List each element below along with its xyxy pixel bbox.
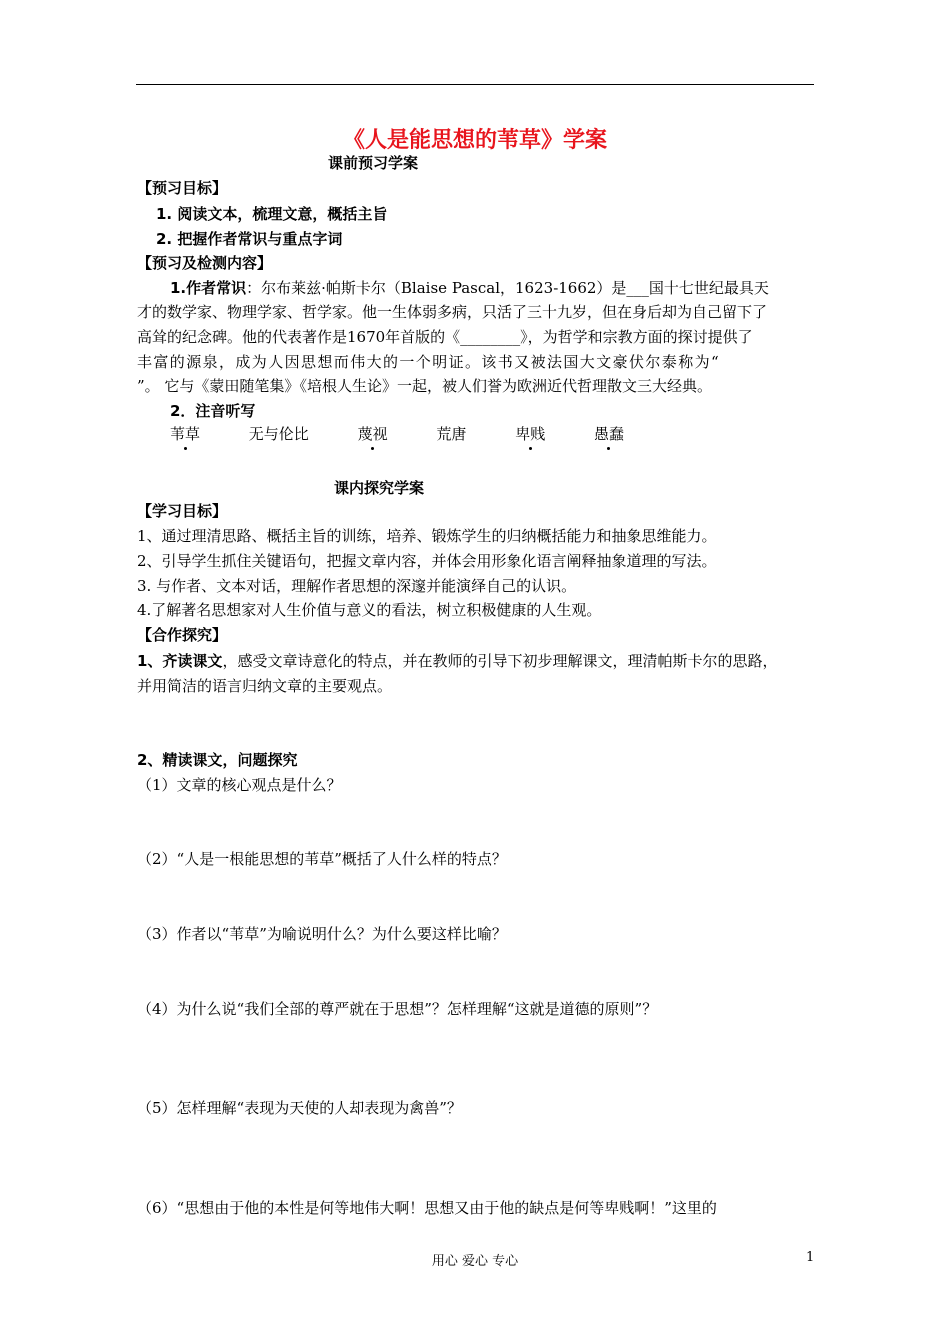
question-3: （3）作者以“苇草”为喻说明什么？为什么要这样比喻？ (137, 925, 507, 943)
cooperation-item-2-heading: 2、精读课文，问题探究 (137, 751, 298, 769)
pinyin-word: 荒唐 (436, 425, 467, 443)
question-6: （6）“思想由于他的本性是何等地伟大啊！思想又由于他的缺点是何等卑贱啊！”这里的 (137, 1199, 717, 1217)
cooperation-heading: 【合作探究】 (137, 626, 228, 644)
pinyin-word: 愚蠢 (593, 425, 624, 443)
cooperation-item-1-line-1 (137, 651, 777, 671)
question-5: （5）怎样理解“表现为天使的人却表现为禽兽”？ (137, 1099, 462, 1117)
question-1: （1）文章的核心观点是什么？ (137, 776, 342, 794)
pinyin-word: 蔑视 (357, 425, 388, 443)
section-heading-preview: 课前预习学案 (328, 154, 419, 172)
preview-goal-1: 1. 阅读文本，梳理文意，概括主旨 (156, 205, 388, 223)
question-2: （2）“人是一根能思想的苇草”概括了人什么样的特点？ (137, 850, 507, 868)
author-paragraph-line-2: 才的数学家、物理学家、哲学家。他一生体弱多病，只活了三十九岁，但在身后却为自己留下了 (137, 303, 768, 321)
author-label: 1.作者常识 (170, 279, 247, 297)
pinyin-word: 无与伦比 (248, 425, 309, 443)
header-rule (136, 84, 814, 85)
cooperation-item-1-text: ，感受文章诗意化的特点，并在教师的引导下初步理解课文，理清帕斯卡尔的思路， (222, 652, 778, 670)
preview-goal-2: 2. 把握作者常识与重点字词 (156, 230, 343, 248)
author-paragraph-line-4: 丰富的源泉，成为人因思想而伟大的一个明证。该书又被法国大文豪伏尔泰称为“ (137, 353, 721, 371)
pinyin-word: 卑贱 (515, 425, 546, 443)
author-paragraph-line-3: 高耸的纪念碑。他的代表著作是1670年首版的《________》，为哲学和宗教方面的探讨提供了 (137, 328, 753, 346)
cooperation-item-1-line-2: 并用简洁的语言归纳文章的主要观点。 (137, 677, 393, 695)
pinyin-word-list (170, 424, 668, 444)
pinyin-heading: 2．注音听写 (170, 402, 256, 420)
learning-goal-2: 2、引导学生抓住关键语句，把握文章内容，并体会用形象化语言阐释抽象道理的写法。 (137, 552, 717, 570)
author-paragraph-line-1 (170, 278, 769, 298)
author-paragraph-line-5: ”。 它与《蒙田随笔集》《培根人生论》一起，被人们誉为欧洲近代哲理散文三大经典。 (137, 377, 712, 395)
preview-content-heading: 【预习及检测内容】 (137, 254, 273, 272)
preview-goals-heading: 【预习目标】 (137, 179, 228, 197)
page-footer: 用心 爱心 专心 (431, 1254, 519, 1269)
cooperation-item-1-label: 1、齐读课文 (137, 652, 223, 670)
section-heading-class: 课内探究学案 (334, 479, 425, 497)
learning-goals-heading: 【学习目标】 (137, 502, 228, 520)
question-4: （4）为什么说“我们全部的尊严就在于思想”？怎样理解“这就是道德的原则”？ (137, 1000, 658, 1018)
page-title: 《人是能思想的苇草》学案 (342, 128, 607, 153)
author-text-1: ：尔布莱兹·帕斯卡尔（Blaise Pascal，1623-1662）是___国十七世纪最具天 (246, 279, 769, 297)
learning-goal-3: 3. 与作者、文本对话，理解作者思想的深邃并能演绎自己的认识。 (137, 577, 577, 595)
learning-goal-1: 1、通过理清思路、概括主旨的训练，培养、锻炼学生的归纳概括能力和抽象思维能力。 (137, 527, 717, 545)
learning-goal-4: 4.了解著名思想家对人生价值与意义的看法，树立积极健康的人生观。 (137, 601, 602, 619)
page-number: 1 (806, 1250, 815, 1265)
pinyin-word: 苇草 (170, 425, 201, 443)
